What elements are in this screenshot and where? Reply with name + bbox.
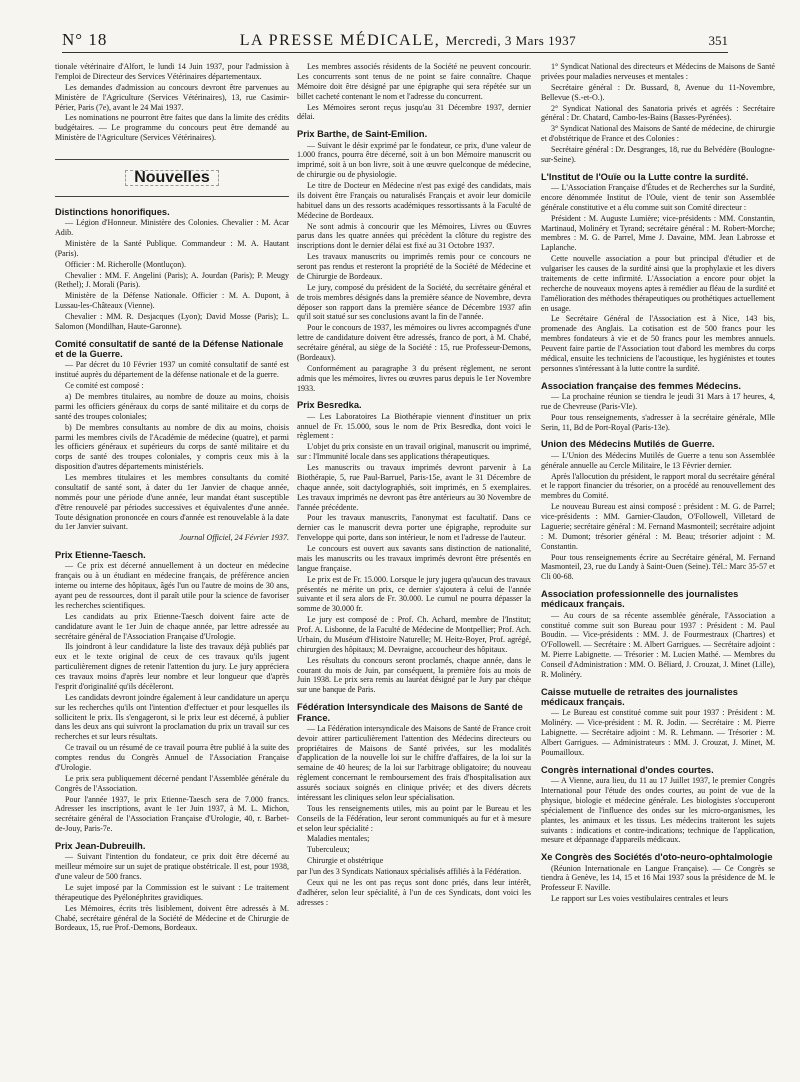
page-header (62, 30, 728, 53)
paragraph: Les travaux manuscrits ou imprimés remis pour ce concours ne seront pas rendus et resteront la propriété de la Société de Médecine et de Chirurgie de Bordeaux. (297, 252, 531, 281)
article-heading: Distinctions honorifiques. (55, 206, 170, 217)
list-item: Tuberculeux; (307, 845, 350, 855)
article-heading: Association française des femmes Médecins. (541, 380, 741, 391)
paragraph: Les nominations ne pourront être faites que dans la limite des crédits budgétaires. — Le programme du concours peut être demandé au Ministère de l'Agriculture (Services Vétérinaires). (55, 113, 289, 143)
paragraph: — La prochaine réunion se tiendra le jeudi 31 Mars à 17 heures, 4, rue de Chevreuse (Paris-VIe). (541, 391, 775, 411)
paragraph: L'objet du prix consiste en un travail original, manuscrit ou imprimé, sur : l'Immunité locale dans ses applications thérapeutiques. (297, 442, 531, 462)
article-heading: Congrès international d'ondes courtes. (541, 764, 714, 775)
paragraph: tionale vétérinaire d'Alfort, le lundi 14 Juin 1937, pour l'admission à l'emploi de Directeur des Services Vétérinaires départementaux. (55, 62, 289, 81)
paragraph: Le Secrétaire Général de l'Association est à Nice, 143 bis, promenade des Anglais. La cotisation est de 500 francs pour les membres fondateurs à vie et de 50 francs pour les membres annuels. Peuvent faire partie de l'Association tout d'abord les membres du corps médical, ensuite les techniciens de l'acoustique, les hygiénistes et toutes personnes s'intéressant à la lutte contre la surdité. (541, 314, 775, 373)
article-heading: Prix Besredka. (297, 400, 362, 411)
paragraph: Le rapport sur Les voies vestibulaires centrales et leurs (551, 894, 728, 904)
paragraph: Les résultats du concours seront proclamés, chaque année, dans le courant du mois de Juin, par conséquent, la première fois au mois de Juin 1938. Le prix sera remis au lauréat désigné par le Jury par chèque sur une banque de Paris. (297, 655, 531, 695)
article-heading: L'Institut de l'Ouïe ou la Lutte contre la surdité. (541, 171, 749, 182)
paragraph: a) De membres titulaires, au nombre de douze au moins, choisis parmi les officiers généraux du corps de santé militaire et du corps de santé des troupes coloniales; (55, 392, 289, 421)
article-heading: Xe Congrès des Sociétés d'oto-neuro-ophtalmologie (541, 852, 773, 863)
paragraph: Ministère de la Défense Nationale. Officier : M. A. Dupont, à Lussau-les-Châteaux (Vienne). (55, 291, 289, 311)
paragraph: Chevalier : MM. R. Desjacques (Lyon); David Mosse (Paris); L. Salomon (Mondilhan, Haute-Garonne). (55, 312, 289, 331)
paragraph: Pour l'année 1937, le prix Etienne-Taesch sera de 7.000 francs. Adresser les inscriptions, avant le 1er Juin 1937, à M. L. Michon, secrétaire général de l'Association Française d'Urologie, 40, r. Barbet-de-Jouy, Paris-7e. (55, 794, 289, 834)
paragraph: Le jury est composé de : Prof. Ch. Achard, membre de l'Institut; Prof. A. Lisbonne, de la Faculté de Médecine de Montpellier; Prof. Ach. Urbain, du Muséum d'Histoire Naturelle; M. Heitz-Boyer, Prof. agrégé, chirurgien des hôpitaux; M. Devraigne, accoucheur des hôpitaux. (297, 615, 531, 654)
article-heading: Union des Médecins Mutilés de Guerre. (541, 439, 715, 450)
paragraph: Pour les travaux manuscrits, l'anonymat est facultatif. Dans ce dernier cas le manuscrit devra porter une épigraphe, reproduite sur l'enveloppe qui porte, dans son intérieur, le nom et l'adresse de l'auteur. (297, 513, 531, 543)
paragraph: Les membres associés résidents de la Société ne peuvent concourir. Les concurrents sont tenus de ne point se faire connaître. Chaque Mémoire doit être désigné par une épigraphe qui sera répétée sur un billet cacheté contenant le nom et l'adresse du concurrent. (297, 62, 531, 101)
paragraph: Le prix sera publiquement décerné pendant l'Assemblée générale du Congrès de l'Association. (55, 773, 289, 793)
paragraph: Chevalier : MM. F. Angelini (Paris); A. Jourdan (Paris); P. Meugy (Rethel); J. Morali (Paris). (55, 270, 289, 290)
paragraph: Le titre de Docteur en Médecine n'est pas exigé des candidats, mais ils doivent être Français ou naturalisés Français et avoir leur domicile habituel dans un des ressorts académiques ressortissants à la Faculté de Médecine de Bordeaux. (297, 181, 531, 220)
article-heading: Prix Barthe, de Saint-Emilion. (297, 129, 428, 140)
paragraph: Ministère de la Santé Publique. Commandeur : M. A. Hautant (Paris). (55, 238, 289, 258)
paragraph: Pour tous renseignements écrire au Secrétaire général, M. Fernand Masmonteil, 23, rue du Landy à Saint-Ouen (Seine). Tél.: Marc 35-57 et Cli 00-68. (541, 552, 775, 582)
list-item: Maladies mentales; (307, 834, 370, 844)
article-heading: Prix Jean-Dubreuilh. (55, 841, 146, 852)
paragraph: Ils joindront à leur candidature la liste des travaux déjà publiés par eux et le texte original de ceux de ces travaux qu'ils jugent particulièrement dignes de retenir l'attention du jury. Le jury appréciera ces travaux moins d'après leur nombre et leur longueur que d'après l'esprit d'originalité qu'ils décèleront. (55, 642, 289, 691)
paragraph: Secrétaire général : Dr. Desgranges, 18, rue du Belvédère (Boulogne-sur-Seine). (541, 145, 775, 164)
paragraph: Ne sont admis à concourir que les Mémoires, Livres ou Œuvres parus dans les quatre années qui précèdent la clôture du registre des inscriptions dont le dernier délai est fixé au 31 Octobre 1937. (297, 221, 531, 251)
paragraph: Ce travail ou un résumé de ce travail pourra être publié à la suite des comptes rendus du Congrès Annuel de l'Association Française d'Urologie. (55, 743, 289, 772)
article-heading: Association professionnelle des journalistes médicaux français. (541, 589, 739, 610)
column-1 (55, 62, 289, 1072)
article-heading: Caisse mutuelle de retraites des journalistes médicaux français. (541, 686, 738, 708)
paragraph: Officier : M. Richerolle (Montluçon). (65, 259, 186, 269)
paragraph: — Suivant le désir exprimé par le fondateur, ce prix, d'une valeur de 1.000 francs, pourra être décerné, soit à un bon Mémoire manuscrit ou imprimé, soit à un bon livre, soit à une œuvre quelconque de médecine, de chirurgie ou de physiologie. (297, 140, 531, 180)
paragraph: Les demandes d'admission au concours devront être parvenues au Ministère de l'Agriculture (Services Vétérinaires), 13, rue Casimir-Périer, Paris (7e), avant le 24 Mai 1937. (55, 82, 289, 112)
paragraph: Ce comité est composé : (65, 381, 144, 391)
paragraph: Le sujet imposé par la Commission est le suivant : Le traitement thérapeutique des Pyélonéphrites gravidiques. (55, 882, 289, 902)
journal-title (240, 32, 576, 50)
paragraph: Le jury, composé du président de la Société, du secrétaire général et de trois membres désignés dans la première séance de Novembre, devra déposer son rapport dans la première séance de Décembre 1937 afin qu'il soit statué sur ses conclusions avant la fin de l'année. (297, 282, 531, 322)
paragraph: — L'Association Française d'Études et de Recherches sur la Surdité, encore dénommée Institut de l'Ouïe, vient de tenir son Assemblée générale constitutive et a élu comme suit son Comité directeur : (541, 183, 775, 212)
paragraph: — Ce prix est décerné annuellement à un docteur en médecine français ou à un étudiant en médecine français, de préférence ancien interne ou interne des hôpitaux, âgés l'un ou l'autre de moins de 30 ans, ayant peu de ressources, dont il paraît utile pour la science de favoriser les recherches scientifiques. (55, 561, 289, 610)
paragraph: 2° Syndicat National des Sanatoria privés et agréés : Secrétaire général : Dr. Chatard, Cambo-les-Bains (Basses-Pyrénées). (541, 103, 775, 123)
paragraph: Pour tous renseignements, s'adresser à la secrétaire générale, Mlle Serin, 11, Bd de Port-Royal (Paris-13e). (541, 412, 775, 432)
list-item: Chirurgie et obstétrique (307, 856, 384, 866)
page-number: 351 (708, 33, 728, 48)
section-header-box (55, 159, 289, 197)
paragraph: — Les Laboratoires La Biothérapie viennent d'instituer un prix annuel de Fr. 15.000, sous le nom de Prix Besredka, dont voici le règlement : (297, 411, 531, 441)
section-title-nouvelles: Nouvelles (125, 170, 219, 186)
paragraph: — Le Bureau est constitué comme suit pour 1937 : Président : M. Molinéry. — Vice-président : M. R. Jodin. — Secrétaire : M. Pierre Labignette. — Secrétaire adjoint : M. R. Lehmann. — Trésorier : M. Albert Garrigues. — Administrateurs : MM. J. Crouzat, J. Minet, M. Poumailloux. (541, 708, 775, 757)
paragraph: Le nouveau Bureau est ainsi composé : président : M. G. de Parrel; vice-présidents : MM. Garnier-Claudon, O'Followell, Villetard de Laguerie; secrétaire général : M. Fernand Masmonteil; secrétaire adjoint : M. Dumont; trésorier général : M. Beau; trésorier adjoint : M. Constantin. (541, 502, 775, 551)
paragraph: Pour le concours de 1937, les mémoires ou livres accompagnés d'une lettre de candidature doivent être adressés, franco de port, à M. Chabé, secrétaire général, au siège de la Société : 15, rue Professeur-Demons, (Bordeaux). (297, 323, 531, 362)
paragraph: Les manuscrits ou travaux imprimés devront parvenir à La Biothérapie, 5, rue Paul-Barruel, Paris-15e, avant le 31 Décembre de chaque année, soit dactylographiés, soit imprimés, en 5 exemplaires. Les travaux imprimés ne devront pas être antérieurs au 30 Novembre de l'année précédente. (297, 463, 531, 512)
paragraph: — A Vienne, aura lieu, du 11 au 17 Juillet 1937, le premier Congrès International pour l'étude des ondes courtes, au point de vue de la physique, biologie et médecine générale. Les biologistes s'occuperont spécialement de l'influence des ondes sur les micro-organismes, les plantes, les animaux et les tissus. Les médecins traiteront les sujets suivants : indications et contre-indications; technique de l'application, mesure et dépannage d'appareils médicaux. (541, 776, 775, 845)
paragraph: b) De membres consultants au nombre de dix au moins, choisis parmi les membres civils de l'Académie de médecine (quatre), et parmi les officiers généraux et supérieurs du corps de santé militaire et du corps de santé des troupes coloniales, y compris ceux mis à la disposition d'autres départements ministériels. (55, 422, 289, 472)
article-heading: Comité consultatif de santé de la Défense Nationale et de la Guerre. (55, 338, 284, 360)
paragraph: Cette nouvelle association a pour but principal d'étudier et de vulgariser les causes de la surdité ainsi que la prophylaxie et les divers traitements de cette infirmité. L'Association a encore pour objet la recherche de nouveaux moyens aptes à remédier au fléau de la surdité et l'amélioration des méthodes thérapeutiques ou prothétiques actuellement en usage. (541, 254, 775, 313)
journal-name: LA PRESSE MÉDICALE, (239, 32, 441, 49)
paragraph: Après l'allocution du président, le rapport moral du secrétaire général et le rapport financier du trésorier, on a procédé au renouvellement des membres du Comité. (541, 471, 775, 501)
paragraph: Président : M. Auguste Lumière; vice-présidents : MM. Constantin, Martinaud, Molinéry et Tyrand; secrétaire général : M. Robert-Morche; membres : M. G. de Parrel, Mme J. Davaine, MM. Jean Labrosse et Laplanche. (541, 213, 775, 253)
paragraph: Ceux qui ne les ont pas reçus sont donc priés, dans leur intérêt, d'adhérer, selon leur spécialité, à l'un de ces Syndicats, dont voici les adresses : (297, 877, 531, 907)
column-2 (297, 62, 531, 1072)
paragraph: — L'Union des Médecins Mutilés de Guerre a tenu son Assemblée générale annuelle au Cercle Militaire, le 13 Février dernier. (541, 450, 775, 470)
paragraph: — La Fédération intersyndicale des Maisons de Santé de France croit devoir attirer particulièrement l'attention des Médecins directeurs ou propriétaires de Maisons de Santé privées, sur les modalités d'application de la nouvelle loi sur le chiffre d'affaires, de la loi sur la semaine de 40 heures; de la loi sur l'arbitrage obligatoire; du nouveau règlement concernant le remboursement des frais d'hospitalisation aux assurés sociaux soignés en clinique privée; et des divers décrets intéressant les cliniques selon leur spécialisation. (297, 723, 531, 802)
paragraph: Secrétaire général : Dr. Bussard, 8, Avenue du 11-Novembre, Bellevue (S.-et-O.). (541, 82, 775, 102)
paragraph: Les membres titulaires et les membres consultants du comité consultatif de santé sont, à dater du 1er Janvier de chaque année, nommés pour une période d'une année, leur mandat étant susceptible d'être renouvelé par périodes successives et équivalentes d'une année. Toute désignation prononcée en cours d'année est renouvelable à la date du 1er Janvier suivant. (55, 473, 289, 532)
paragraph: Le concours est ouvert aux savants sans distinction de nationalité, mais les manuscrits ou les travaux imprimés devront être présentés en langue française. (297, 544, 531, 573)
paragraph: 1° Syndicat National des directeurs et Médecins de Maisons de Santé privées pour maladies nerveuses et mentales : (541, 62, 775, 81)
paragraph: par l'un des 3 Syndicats Nationaux spécialisés affiliés à la Fédération. (297, 867, 522, 877)
source-citation: Journal Officiel, 24 Février 1937. (179, 533, 289, 543)
issue-number: N° 18 (62, 30, 108, 49)
issue-date: Mercredi, 3 Mars 1937 (445, 33, 577, 48)
article-heading: Prix Etienne-Taesch. (55, 550, 146, 561)
paragraph: — Suivant l'intention du fondateur, ce prix doit être décerné au meilleur mémoire sur un sujet de pratique obstétricale. Il est, pour 1938, d'une valeur de 500 francs. (55, 852, 289, 882)
paragraph: Les candidats au prix Etienne-Taesch doivent faire acte de candidature avant le 1er Juin de chaque année, par lettre adressée au secrétaire général de l'Association Française d'Urologie. (55, 611, 289, 641)
paragraph: Les Mémoires seront reçus jusqu'au 31 Décembre 1937, dernier délai. (297, 102, 531, 122)
column-3 (541, 62, 775, 1072)
paragraph: Les Mémoires, écrits très lisiblement, doivent être adressés à M. Chabé, secrétaire général de la Société de Médecine et de Chirurgie de Bordeaux, 15, rue Prof.-Demons, Bordeaux. (55, 903, 289, 933)
paragraph: (Réunion Internationale en Langue Française). — Ce Congrès se tiendra à Genève, les 14, 15 et 16 Mai 1937 sous la présidence de M. le Professeur F. Naville. (541, 863, 775, 893)
paragraph: — Par décret du 10 Février 1937 un comité consultatif de santé est institué auprès du département de la défense nationale et de la guerre. (55, 360, 289, 380)
paragraph: Tous les renseignements utiles, mis au point par le Bureau et les Conseils de la Fédération, leur seront communiqués au fur et à mesure et selon leur spécialité : (297, 803, 531, 833)
paragraph: Les candidats devront joindre également à leur candidature un aperçu sur les recherches qu'ils ont l'intention d'effectuer et pour lesquelles ils sollicitent le prix. Ils s'engageront, si le prix leur est décerné, à publier dans les deux ans qui suivront la proclamation du prix un travail sur ces recherches et sur leurs résultats. (55, 692, 289, 742)
paragraph: Le prix est de Fr. 15.000. Lorsque le jury jugera qu'aucun des travaux présentés ne mérite un prix, ce dernier s'ajoutera à celui de l'année suivante et il sera alors de Fr. 30.000. Le cumul ne pourra dépasser la somme de 30.000 fr. (297, 574, 531, 614)
paragraph: Conformément au paragraphe 3 du présent règlement, ne seront admis que les mémoires, livres ou œuvres parus depuis le 1er Novembre 1933. (297, 363, 531, 393)
paragraph: — Légion d'Honneur. Ministère des Colonies. Chevalier : M. Acar Adib. (55, 218, 289, 238)
article-heading: Fédération Intersyndicale des Maisons de Santé de France. (297, 702, 523, 723)
paragraph: — Au cours de sa récente assemblée générale, l'Association a constitué comme suit son Bureau pour 1937 : Président : M. Paul Boudin. — Vice-présidents : MM. J. de Fourmestraux (Chartres) et O'Followell. — Secrétaire : M. Albert Garrigues. — Secrétaire adjoint : M. Pierre Labignette. — Trésorier : M. Lucien Mathé. — Membres du Conseil d'Administration : MM. O. Béliard, J. Crouzat, J. Minet (Lille), R. Molinéry. (541, 610, 775, 679)
paragraph: 3° Syndicat National des Maisons de Santé de médecine, de chirurgie et d'obstétrique de France et des Colonies : (541, 124, 775, 144)
